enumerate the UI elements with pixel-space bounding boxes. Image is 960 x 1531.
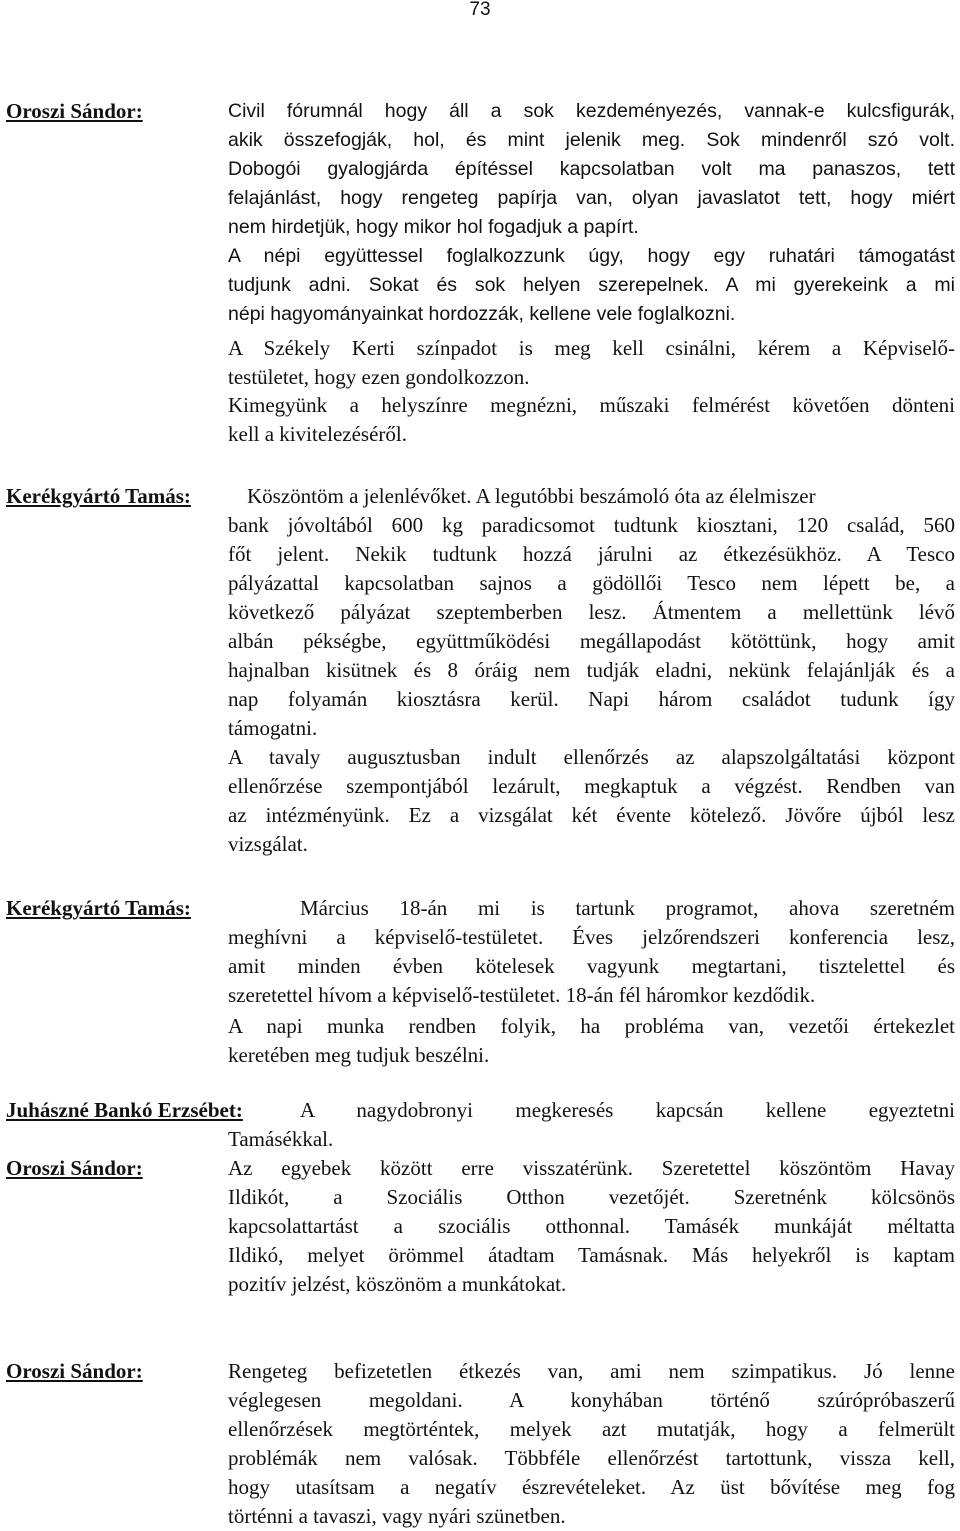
entry-first-line: A nagydobronyi megkeresés kapcsán kellene egyeztetni: [300, 1098, 955, 1122]
entry-paragraph: Az egyebek között erre visszatérünk. Szeretettel köszöntöm Havay Ildikót, a Szociális Otthon vezetőjét. Szeretnénk kölcsönös kapcsolattartást a szociális otthonnal. Tamásék munkáját méltatta Ildikó, melyet örömmel átadtam Tamásnak. Más helyekről is kaptam pozitív jelzést, köszönöm a munkátokat.: [228, 1156, 955, 1296]
entry-paragraph: bank jóvoltából 600 kg paradicsomot tudtunk kiosztani, 120 család, 560 főt jelent. Nekik tudtunk hozzá járulni az étkezésükhöz. A Tesco pályázattal kapcsolatban sajnos a gödöllői Tesco nem lépett be, a következő pályázat szeptemberben lesz. Átmentem a mellettünk lévő albán pékségbe, együttműködési megállapodást kötöttünk, hogy amit hajnalban kisütnek és 8 óráig nem tudják eladni, nekünk felajánlják és a nap folyamán kiosztásra kerül. Napi három családot tudunk így támogatni.: [228, 513, 955, 740]
entry-paragraph: Kimegyünk a helyszínre megnézni, műszaki felmérést követően dönteni kell a kivitelezéséről.: [228, 393, 955, 446]
entry-paragraph: meghívni a képviselő-testületet. Éves jelzőrendszeri konferencia lesz, amit minden évben kötelesek vagyunk megtartani, tisztelettel és szeretettel hívom a képviselő-testületet. 18-án fél háromkor kezdődik.: [228, 925, 955, 1007]
entry-paragraph: A népi együttessel foglalkozzunk úgy, hogy egy ruhatári támogatást tudjunk adni. Sokat és sok helyen szerepelnek. A mi gyerekeink a mi népi hagyományainkat hordozzák, kellene vele foglalkozni.: [228, 245, 955, 325]
entry-paragraph: A napi munka rendben folyik, ha probléma van, vezetői értekezlet keretében meg tudjuk beszélni.: [228, 1014, 955, 1067]
entry-paragraph: Civil fórumnál hogy áll a sok kezdeményezés, vannak-e kulcsfigurák, akik összefogják, hol, és mint jelenik meg. Sok mindenről szó volt. Dobogói gyalogjárda építéssel kapcsolatban volt ma panaszos, tett felajánlást, hogy rengeteg papírja van, olyan javaslatot tett, hogy miért nem hirdetjük, hogy mikor hol fogadjuk a papírt.: [228, 100, 955, 238]
speaker-name: Oroszi Sándor:: [6, 1359, 143, 1383]
entry-paragraph: Tamásékkal.: [228, 1127, 334, 1151]
speaker-name: Kerékgyártó Tamás:: [6, 484, 191, 508]
speaker-name: Kerékgyártó Tamás:: [6, 896, 191, 920]
speaker-name: Juhászné Bankó Erzsébet:: [6, 1098, 243, 1122]
entry-first-line: Köszöntöm a jelenlévőket. A legutóbbi beszámoló óta az élelmiszer: [247, 484, 816, 508]
entry-paragraph: A Székely Kerti színpadot is meg kell csinálni, kérem a Képviselő- testületet, hogy ezen gondolkozzon.: [228, 336, 955, 389]
speaker-name: Oroszi Sándor:: [6, 1156, 143, 1180]
entry-first-line: Március 18-án mi is tartunk programot, ahova szeretném: [300, 896, 955, 920]
speaker-name: Oroszi Sándor:: [6, 99, 143, 123]
page-number: 73: [469, 0, 491, 20]
entry-paragraph: Rengeteg befizetetlen étkezés van, ami nem szimpatikus. Jó lenne véglegesen megoldani. A konyhában történő szúrópróbaszerű ellenőrzések megtörténtek, melyek azt mutatják, hogy a felmerült problémák nem valósak. Többféle ellenőrzést tartottunk, vissza kell, hogy utasítsam a negatív észrevételeket. Az üst bővítése meg fog történni a tavaszi, vagy nyári szünetben.: [228, 1359, 955, 1528]
entry-paragraph: A tavaly augusztusban indult ellenőrzés az alapszolgáltatási központ ellenőrzése szempontjából lezárult, megkaptuk a végzést. Rendben van az intézményünk. Ez a vizsgálat két évente kötelező. Jövőre újból lesz vizsgálat.: [228, 745, 955, 856]
